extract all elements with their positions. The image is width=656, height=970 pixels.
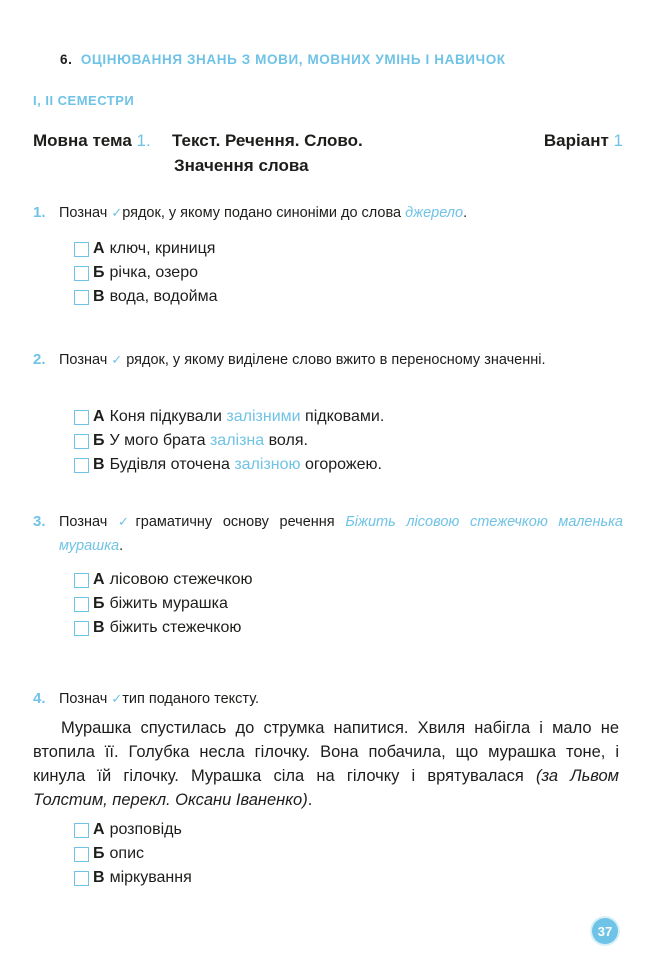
checkbox[interactable] xyxy=(74,410,89,425)
checkmark-icon: ✓ xyxy=(111,352,123,367)
checkbox[interactable] xyxy=(74,847,89,862)
answer-options-1 xyxy=(74,237,218,309)
variant-number: 1 xyxy=(613,131,623,150)
question-2: 2. Познач ✓ рядок, у якому виділене слово вжито в переносному значенні. xyxy=(33,348,623,372)
checkmark-icon: ✓ xyxy=(111,691,123,706)
question-4: 4. Познач ✓тип поданого тексту. xyxy=(33,687,623,711)
topic-label: Мовна тема 1. xyxy=(33,131,151,150)
answer-option[interactable]: В Будівля оточена залізною огорожею. xyxy=(74,453,384,477)
checkbox[interactable] xyxy=(74,871,89,886)
checkbox[interactable] xyxy=(74,266,89,281)
question-1: 1. Познач ✓рядок, у якому подано синоніми до слова джерело. xyxy=(33,201,623,225)
checkbox[interactable] xyxy=(74,597,89,612)
question-number: 4. xyxy=(33,690,46,707)
passage-source: (за Львом Толстим, перекл. Оксани Іваненко) xyxy=(33,767,619,809)
answer-option[interactable]: А ключ, криниця xyxy=(74,237,218,261)
checkbox[interactable] xyxy=(74,573,89,588)
question-number: 3. xyxy=(33,513,46,530)
target-word: джерело xyxy=(405,205,464,221)
question-number: 1. xyxy=(33,204,46,221)
answer-option[interactable]: Б біжить мурашка xyxy=(74,592,253,616)
highlighted-word: залізна xyxy=(209,432,265,449)
variant-label: Варіант 1 xyxy=(543,131,623,150)
answer-option[interactable]: В вода, водойма xyxy=(74,285,218,309)
answer-option[interactable]: Б опис xyxy=(74,842,192,866)
answer-option[interactable]: А Коня підкували залізними підковами. xyxy=(74,405,384,429)
topic-title: Текст. Речення. Слово. Значення слова xyxy=(172,131,363,175)
section-number: 6. xyxy=(60,52,73,67)
page-number: 37 xyxy=(592,918,618,944)
answer-options-2 xyxy=(74,405,384,477)
target-sentence: Біжить лісовою стежечкою маленька мурашка xyxy=(59,514,623,554)
answer-options-4 xyxy=(74,818,192,890)
checkmark-icon: ✓ xyxy=(111,205,123,220)
checkbox[interactable] xyxy=(74,242,89,257)
highlighted-word: залізною xyxy=(234,456,301,473)
topic-number: 1. xyxy=(136,131,151,150)
answer-option[interactable]: В біжить стежечкою xyxy=(74,616,253,640)
answer-option[interactable]: А лісовою стежечкою xyxy=(74,568,253,592)
semester-label: І, ІІ СЕМЕСТРИ xyxy=(33,93,135,108)
question-number: 2. xyxy=(33,351,46,368)
answer-options-3 xyxy=(74,568,253,640)
checkbox[interactable] xyxy=(74,434,89,449)
highlighted-word: залізними xyxy=(226,408,301,425)
section-title xyxy=(60,52,506,67)
section-heading: ОЦІНЮВАННЯ ЗНАНЬ З МОВИ, МОВНИХ УМІНЬ І НАВИЧОК xyxy=(80,52,506,67)
answer-option[interactable]: А розповідь xyxy=(74,818,192,842)
answer-option[interactable]: Б річка, озеро xyxy=(74,261,218,285)
checkmark-icon: ✓ xyxy=(117,514,136,529)
checkbox[interactable] xyxy=(74,621,89,636)
checkbox[interactable] xyxy=(74,823,89,838)
answer-option[interactable]: В міркування xyxy=(74,866,192,890)
question-3: 3. Познач ✓граматичну основу речення Біжить лісовою стежечкою маленька мурашка. xyxy=(33,510,623,558)
checkbox[interactable] xyxy=(74,290,89,305)
answer-option[interactable]: Б У мого брата залізна воля. xyxy=(74,429,384,453)
reading-passage: Мурашка спустилась до струмка напитися. Хвиля набігла і мало не втопила її. Голубка несла гілочку. Вона побачила, що мурашка тоне, і кинула їй гілочку. Мурашка сіла на гілочку і врятувалася (за Львом Толстим, перекл. Оксани Іваненко). xyxy=(33,719,619,809)
checkbox[interactable] xyxy=(74,458,89,473)
